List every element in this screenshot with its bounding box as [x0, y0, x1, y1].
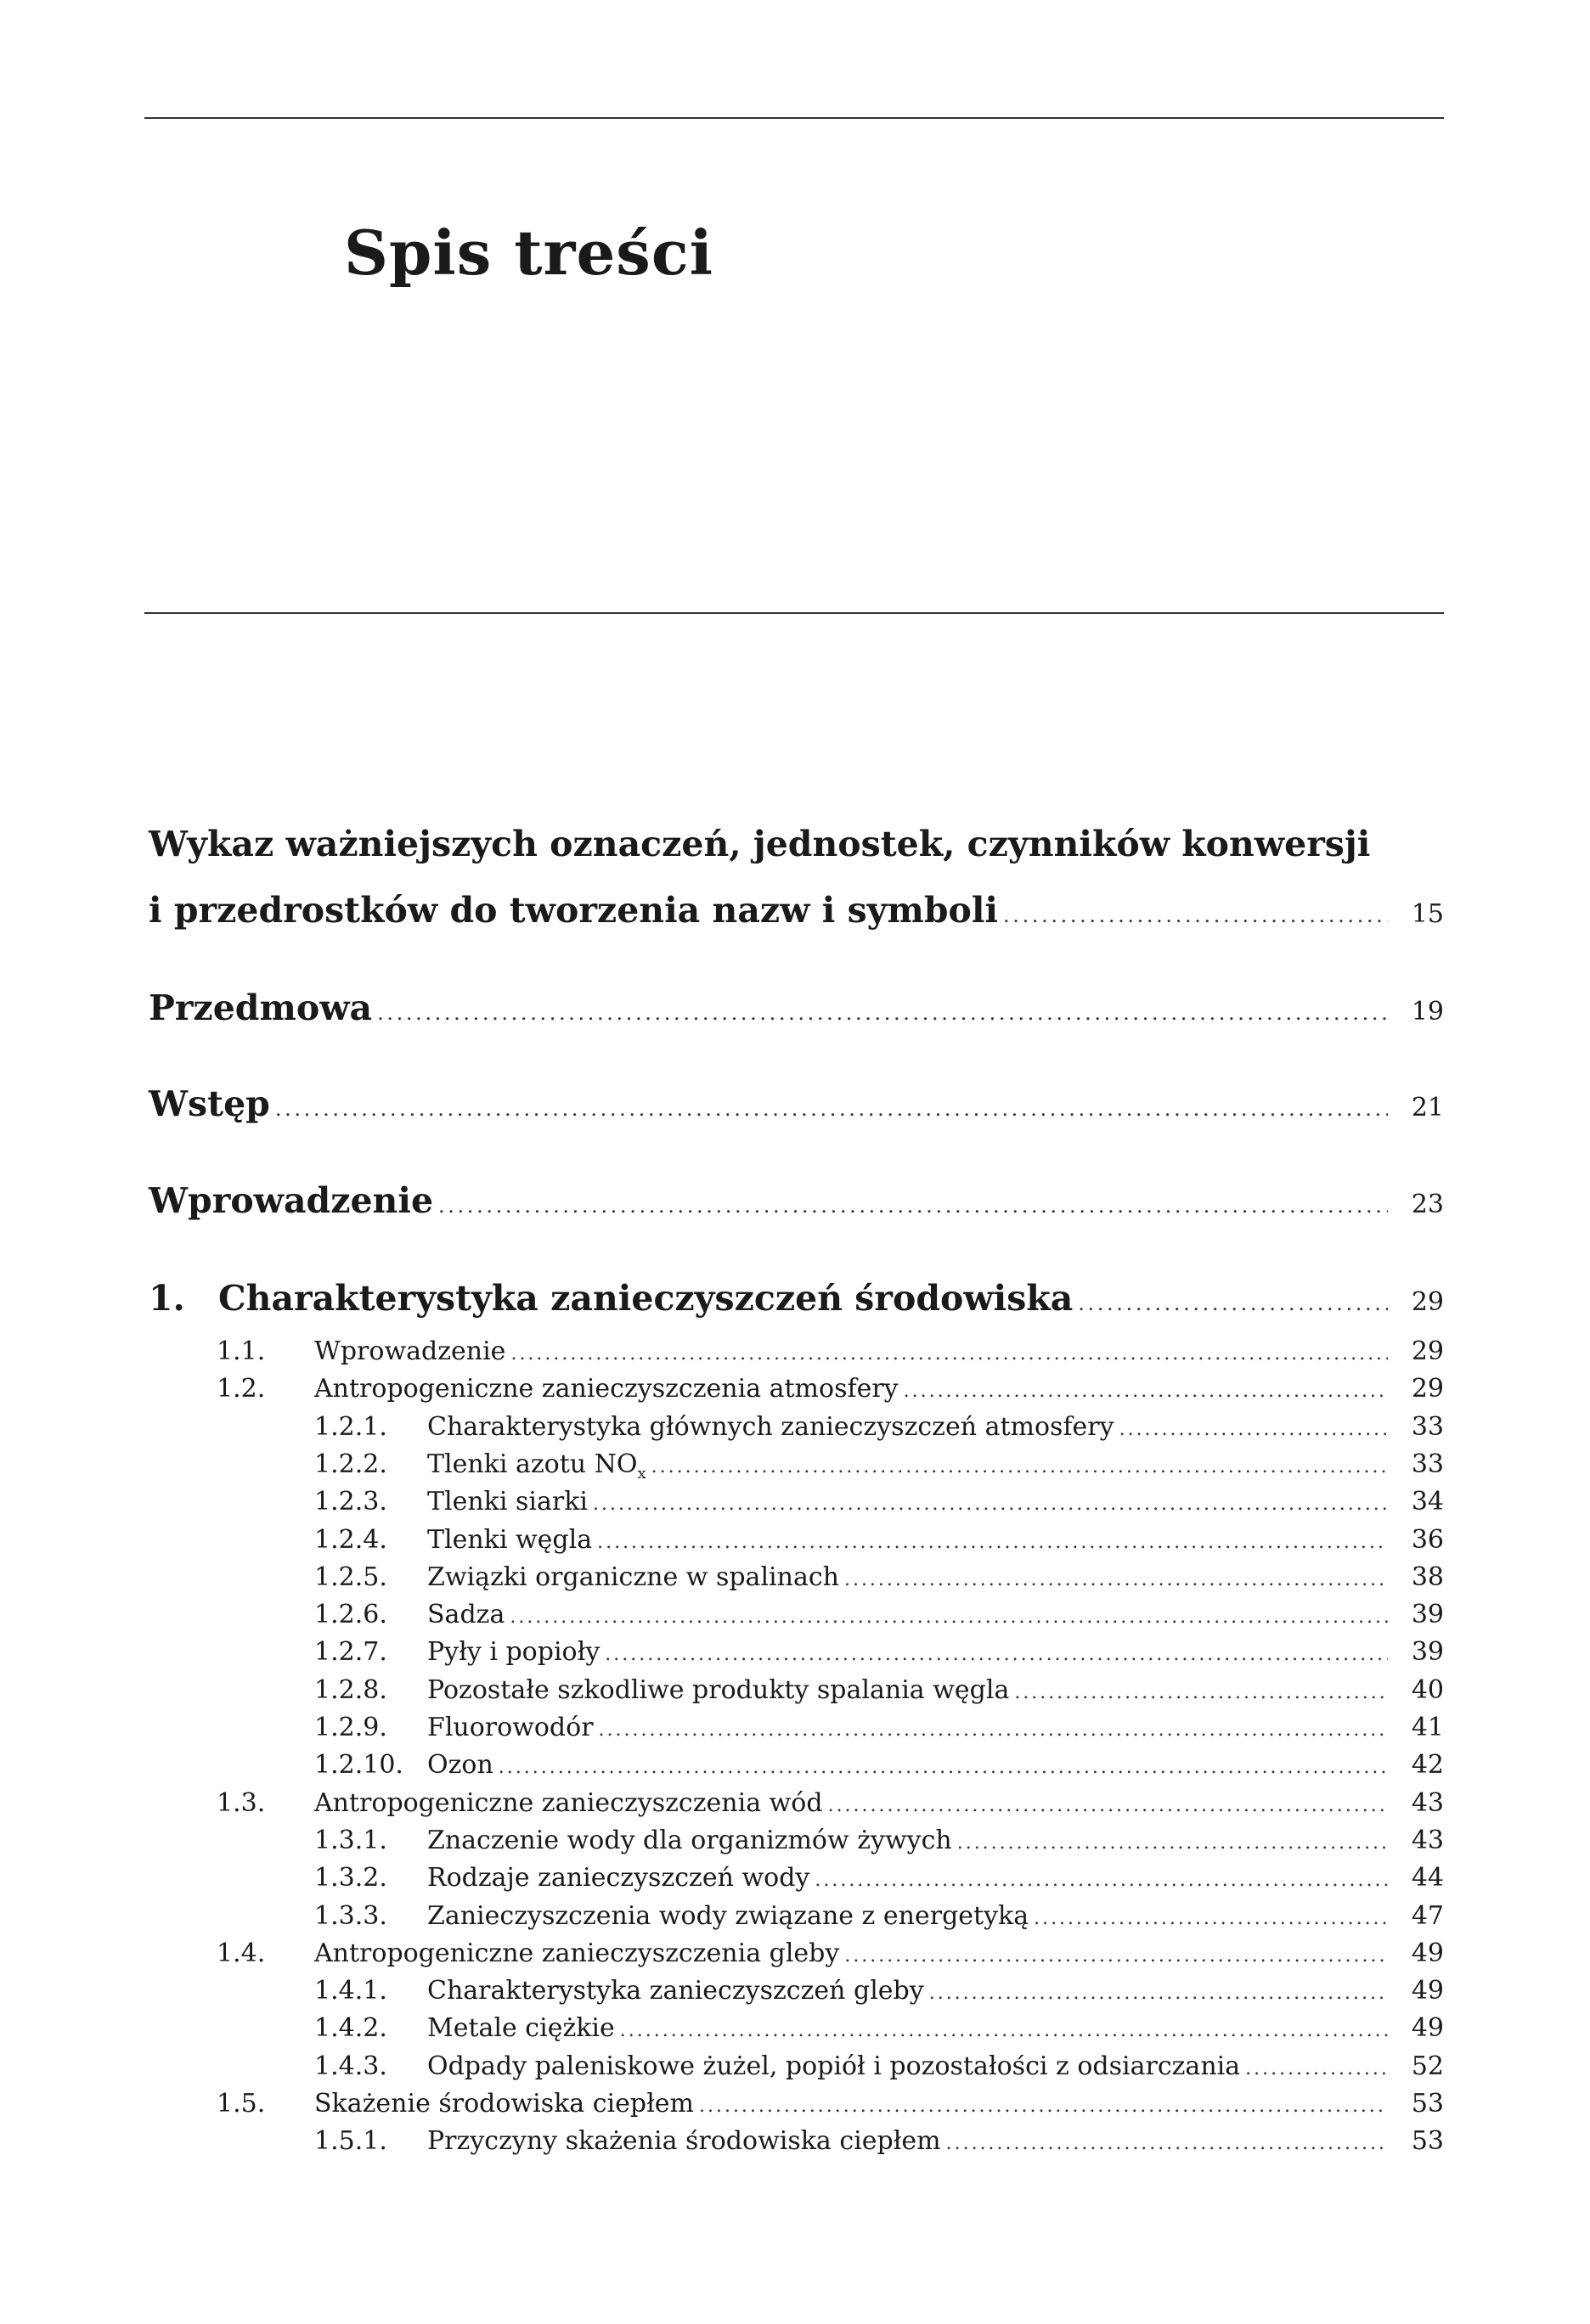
- leader-dots: [499, 1757, 1388, 1778]
- leader-dots: [957, 1832, 1388, 1854]
- toc-section-entry: [427, 2013, 1444, 2043]
- section-number: 1.2.5.: [314, 1562, 387, 1592]
- toc-section-entry: [427, 1562, 1444, 1592]
- section-title: Ozon: [427, 1750, 493, 1780]
- toc-page-number: 44: [1411, 1863, 1444, 1893]
- toc-page-number: 23: [1411, 1190, 1444, 1219]
- toc-entry-wykaz-line1: [149, 824, 1444, 864]
- toc-page-number: 39: [1411, 1637, 1444, 1667]
- leader-dots: [510, 1607, 1388, 1628]
- toc-section-entry: [427, 1750, 1444, 1780]
- toc-entry-wykaz-title-line1: Wykaz ważniejszych oznaczeń, jednostek, czynników konwersji: [149, 824, 1371, 864]
- top-rule: [144, 117, 1444, 119]
- toc-page-number: 29: [1411, 1374, 1444, 1404]
- section-number: 1.5.1.: [314, 2126, 387, 2156]
- page-title: Spis treści: [344, 217, 714, 289]
- section-title-subscript: x: [637, 1465, 646, 1483]
- section-title: Tlenki azotu $NO_x$: [427, 1449, 646, 1483]
- toc-section-entry: [427, 1863, 1444, 1893]
- leader-dots: [593, 1494, 1388, 1515]
- toc-entry-wykaz-title-line2: i przedrostków do tworzenia nazw i symboli: [149, 890, 999, 931]
- toc-section-entry: [427, 1976, 1444, 2006]
- toc-section-entry: [427, 1412, 1444, 1442]
- toc-entry-title: Wstęp: [149, 1083, 270, 1124]
- toc-section-entry: [314, 2089, 1444, 2119]
- toc-entry-title: Przedmowa: [149, 988, 373, 1028]
- toc-section-entry: [427, 2051, 1444, 2081]
- section-title: Tlenki węgla: [427, 1525, 593, 1555]
- leader-dots: [275, 1097, 1388, 1121]
- section-number: 1.1.: [217, 1336, 266, 1366]
- toc-section-entry: [314, 1374, 1444, 1404]
- section-number: 1.3.3.: [314, 1901, 387, 1931]
- toc-page-number: 39: [1411, 1600, 1444, 1629]
- section-title: Antropogeniczne zanieczyszczenia atmosfery: [314, 1374, 899, 1404]
- leader-dots: [844, 1569, 1388, 1590]
- chapter-title: Charakterystyka zanieczyszczeń środowiska: [218, 1278, 1074, 1319]
- section-title: Zanieczyszczenia wody związane z energetyką: [427, 1901, 1029, 1931]
- toc-page-number: 38: [1411, 1562, 1444, 1592]
- leader-dots: [438, 1194, 1388, 1218]
- toc-chapter-1: [149, 1278, 1444, 1319]
- section-number: 1.4.1.: [314, 1976, 387, 2006]
- section-number: 1.2.6.: [314, 1600, 387, 1629]
- toc-page-number: 52: [1411, 2051, 1444, 2081]
- leader-dots: [1119, 1419, 1388, 1440]
- leader-dots: [1078, 1291, 1388, 1315]
- toc-page-number: 53: [1411, 2126, 1444, 2156]
- section-number: 1.2.2.: [314, 1449, 387, 1479]
- leader-dots: [1014, 1682, 1388, 1703]
- section-title: Metale ciężkie: [427, 2013, 615, 2043]
- toc-page-number: 49: [1411, 1976, 1444, 2006]
- leader-dots: [1245, 2058, 1388, 2079]
- section-title: Charakterystyka głównych zanieczyszczeń atmosfery: [427, 1412, 1114, 1442]
- toc-section-entry: [427, 1675, 1444, 1705]
- leader-dots: [815, 1870, 1388, 1891]
- toc-section-entry: [314, 1336, 1444, 1366]
- section-title: Związki organiczne w spalinach: [427, 1562, 839, 1592]
- section-title: Przyczyny skażenia środowiska ciepłem: [427, 2126, 941, 2156]
- section-title: Skażenie środowiska ciepłem: [314, 2089, 694, 2119]
- section-number: 1.2.4.: [314, 1525, 387, 1555]
- toc-page-number: 43: [1411, 1788, 1444, 1818]
- section-number: 1.3.1.: [314, 1826, 387, 1855]
- leader-dots: [929, 1983, 1388, 2004]
- toc-section-entry: [427, 1637, 1444, 1667]
- section-number: 1.2.1.: [314, 1412, 387, 1442]
- toc-page-number: 15: [1411, 899, 1444, 929]
- leader-dots: [844, 1945, 1388, 1967]
- toc-section-entry: [427, 1600, 1444, 1629]
- toc-section-entry: [427, 1525, 1444, 1555]
- toc-page-number: 42: [1411, 1750, 1444, 1780]
- section-title: Sadza: [427, 1600, 505, 1629]
- middle-rule: [144, 612, 1444, 614]
- toc-section-entry: [427, 1713, 1444, 1742]
- leader-dots: [1034, 1908, 1388, 1929]
- toc-section-entry: [314, 1788, 1444, 1818]
- toc-page-number: 36: [1411, 1525, 1444, 1555]
- toc-section-entry: [427, 1449, 1444, 1483]
- section-number: 1.3.2.: [314, 1863, 387, 1893]
- leader-dots: [1003, 903, 1388, 927]
- section-number: 1.4.: [217, 1939, 266, 1968]
- section-title: Fluorowodór: [427, 1713, 594, 1742]
- section-title: Antropogeniczne zanieczyszczenia wód: [314, 1788, 823, 1818]
- chapter-number: 1.: [149, 1278, 185, 1319]
- leader-dots: [599, 1719, 1388, 1741]
- section-title: Odpady paleniskowe żużel, popiół i pozostałości z odsiarczania: [427, 2051, 1241, 2081]
- toc-section-entry: [427, 1901, 1444, 1931]
- leader-dots: [699, 2096, 1388, 2117]
- toc-entry-wykaz-line2: [149, 890, 1444, 931]
- toc-page-number: 29: [1411, 1336, 1444, 1366]
- toc-entry-wprowadzenie: [149, 1180, 1444, 1221]
- toc-section-entry: [427, 2126, 1444, 2156]
- leader-dots: [651, 1456, 1388, 1477]
- section-number: 1.5.: [217, 2089, 266, 2119]
- section-title: Antropogeniczne zanieczyszczenia gleby: [314, 1939, 840, 1968]
- toc-page-number: 34: [1411, 1487, 1444, 1517]
- section-number: 1.2.10.: [314, 1750, 403, 1780]
- toc-page-number: 33: [1411, 1449, 1444, 1479]
- toc-entry-title: Wprowadzenie: [149, 1180, 434, 1221]
- toc-page-number: 49: [1411, 1939, 1444, 1968]
- toc-page-number: 19: [1411, 997, 1444, 1027]
- section-title: Pozostałe szkodliwe produkty spalania węgla: [427, 1675, 1010, 1705]
- toc-page-number: 40: [1411, 1675, 1444, 1705]
- section-number: 1.3.: [217, 1788, 266, 1818]
- toc-page-number: 53: [1411, 2089, 1444, 2119]
- section-number: 1.2.7.: [314, 1637, 387, 1667]
- section-number: 1.2.: [217, 1374, 266, 1404]
- leader-dots: [620, 2020, 1388, 2041]
- toc-section-entry: [314, 1939, 1444, 1968]
- toc-entry-wstep: [149, 1083, 1444, 1124]
- toc-section-entry: [427, 1826, 1444, 1855]
- toc-page-number: 33: [1411, 1412, 1444, 1442]
- toc-page-number: 29: [1411, 1287, 1444, 1317]
- toc-page-number: 21: [1411, 1093, 1444, 1123]
- toc-page-number: 43: [1411, 1826, 1444, 1855]
- section-title: Wprowadzenie: [314, 1336, 506, 1366]
- section-title: Znaczenie wody dla organizmów żywych: [427, 1826, 952, 1855]
- leader-dots: [946, 2133, 1388, 2154]
- leader-dots: [828, 1795, 1388, 1816]
- leader-dots: [510, 1343, 1388, 1365]
- toc-page-number: 41: [1411, 1713, 1444, 1742]
- section-title: Pyły i popioły: [427, 1637, 600, 1667]
- section-number: 1.4.2.: [314, 2013, 387, 2043]
- leader-dots: [377, 1001, 1388, 1025]
- section-number: 1.2.3.: [314, 1487, 387, 1517]
- section-number: 1.2.8.: [314, 1675, 387, 1705]
- section-number: 1.4.3.: [314, 2051, 387, 2081]
- toc-page-number: 49: [1411, 2013, 1444, 2043]
- leader-dots: [605, 1644, 1388, 1665]
- toc-page-number: 47: [1411, 1901, 1444, 1931]
- leader-dots: [597, 1532, 1388, 1553]
- leader-dots: [904, 1381, 1388, 1402]
- section-title: Rodzaje zanieczyszczeń wody: [427, 1863, 810, 1893]
- section-title: Charakterystyka zanieczyszczeń gleby: [427, 1976, 924, 2006]
- section-title: Tlenki siarki: [427, 1487, 588, 1517]
- toc-entry-przedmowa: [149, 988, 1444, 1028]
- toc-section-entry: [427, 1487, 1444, 1517]
- section-number: 1.2.9.: [314, 1713, 387, 1742]
